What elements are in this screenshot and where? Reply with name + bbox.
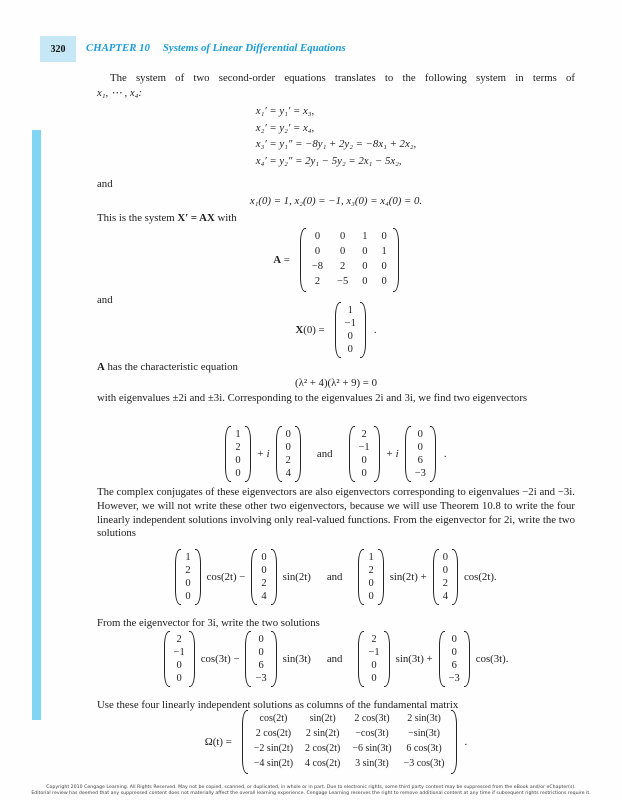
and-word: and bbox=[326, 570, 343, 583]
matrix-cell: −6 sin(3t) bbox=[352, 743, 392, 755]
right-paren bbox=[374, 426, 380, 482]
vector-entry: 0 bbox=[417, 442, 423, 453]
vector-entry: 4 bbox=[442, 591, 448, 602]
vector-entry: −1 bbox=[358, 442, 370, 453]
vector-entry: 0 bbox=[285, 442, 291, 453]
solution-vector bbox=[433, 549, 458, 605]
vector-entry: 4 bbox=[261, 591, 267, 602]
omega-label: Ω(t) = bbox=[204, 735, 232, 748]
matrix-cell: −3 cos(3t) bbox=[403, 758, 445, 770]
copyright-line-2: Editorial review has deemed that any suppressed content does not materially affect the overall learning experience. Cengage Learning reserves the right to remove additional content at any time if subsequent rights restrictions require it. bbox=[31, 791, 591, 796]
vector-entry: 0 bbox=[361, 455, 367, 466]
right-paren bbox=[451, 710, 457, 774]
matrix-cell: 2 sin(3t) bbox=[407, 713, 441, 725]
period: . bbox=[443, 447, 447, 460]
and-word: and bbox=[326, 652, 343, 665]
vector-entry: 0 bbox=[451, 634, 457, 645]
right-paren bbox=[271, 631, 277, 687]
vector-entry: 0 bbox=[371, 673, 377, 684]
trig-operator: cos(3t) − bbox=[200, 652, 240, 665]
matrix-cell: 0 bbox=[314, 231, 321, 243]
x0-label bbox=[295, 323, 324, 338]
right-paren bbox=[245, 426, 251, 482]
vector-entry: 0 bbox=[258, 647, 264, 658]
right-paren bbox=[378, 549, 384, 605]
vector-entry: −3 bbox=[448, 673, 460, 684]
equation-line: x₂′ = y₂′ = x₄, bbox=[255, 121, 315, 134]
vector-entry: 6 bbox=[451, 660, 457, 671]
plus-i-operator: + i bbox=[256, 447, 270, 460]
vector-entry: 2 bbox=[442, 578, 448, 589]
vector-entry: 0 bbox=[368, 591, 374, 602]
intro-line-2: x₁, ⋯ , x₄: bbox=[97, 86, 142, 99]
matrix-cell: −5 bbox=[337, 276, 349, 288]
matrix-cell: 0 bbox=[362, 246, 368, 258]
fundamental-matrix-entries bbox=[248, 710, 451, 774]
matrix-cell: 2 sin(2t) bbox=[305, 728, 340, 740]
characteristic-rest: has the characteristic equation bbox=[104, 361, 238, 373]
vector-entry: 0 bbox=[442, 565, 448, 576]
matrix-cell: 4 cos(2t) bbox=[305, 758, 341, 770]
eigenvalues-paragraph: with eigenvalues ±2i and ±3i. Corresponding to the eigenvalues 2i and 3i, we find two eigenvectors bbox=[97, 392, 528, 404]
connector-and-1: and bbox=[97, 178, 113, 190]
vector-entry: 0 bbox=[347, 331, 353, 342]
matrix-cell: cos(2t) bbox=[259, 713, 288, 725]
solution-vector bbox=[358, 631, 389, 687]
vector-entry: 0 bbox=[285, 429, 291, 440]
vector-entry: 4 bbox=[285, 468, 291, 479]
matrix-A-display bbox=[97, 226, 575, 294]
matrix-cell: −8 bbox=[311, 261, 324, 273]
vector-entry: 0 bbox=[442, 552, 448, 563]
x0-display bbox=[97, 300, 575, 360]
vector-entry: 0 bbox=[258, 634, 264, 645]
intro-line-1: The system of two second-order equations translates to the following system in terms of bbox=[110, 72, 575, 84]
chapter-title: Systems of Linear Differential Equations bbox=[162, 42, 346, 54]
matrix-cell: 0 bbox=[362, 276, 368, 288]
matrix-cell: 0 bbox=[381, 276, 387, 288]
vector-entry: 2 bbox=[368, 565, 374, 576]
omega-display bbox=[97, 706, 575, 778]
right-paren bbox=[195, 549, 201, 605]
eigenvector-2-imag bbox=[405, 426, 436, 482]
connector-and-2: and bbox=[97, 294, 113, 306]
system-statement-line bbox=[97, 211, 575, 226]
matrix-A-label bbox=[273, 253, 290, 268]
vector-entry: 6 bbox=[417, 455, 423, 466]
solution-vector bbox=[358, 549, 383, 605]
characteristic-A: A bbox=[97, 361, 105, 373]
vector-entry: 6 bbox=[258, 660, 264, 671]
sidebar-accent-bar bbox=[32, 130, 41, 720]
vector-entry: 2 bbox=[235, 442, 241, 453]
system-statement-math: X′ = AX bbox=[177, 212, 215, 224]
characteristic-equation: (λ² + 4)(λ² + 9) = 0 bbox=[295, 377, 377, 389]
vector-entry: 0 bbox=[417, 429, 423, 440]
equation-line: x₄′ = y₂″ = 2y₁ − 5y₂ = 2x₁ − 5x₂, bbox=[255, 154, 402, 167]
vector-entry: 2 bbox=[185, 565, 191, 576]
running-head bbox=[86, 42, 346, 54]
from-3i-line: From the eigenvector for 3i, write the two solutions bbox=[97, 617, 320, 629]
page-number-box bbox=[40, 36, 76, 62]
right-paren bbox=[430, 426, 436, 482]
vector-entry: 2 bbox=[371, 634, 377, 645]
fundamental-matrix bbox=[242, 710, 457, 774]
trig-operator: cos(3t). bbox=[475, 652, 509, 665]
vector-entry: 0 bbox=[371, 660, 377, 671]
vector-entry: 2 bbox=[261, 578, 267, 589]
matrix-cell: −4 sin(2t) bbox=[253, 758, 294, 770]
right-paren bbox=[360, 302, 366, 358]
plus-i-operator: + i bbox=[385, 447, 399, 460]
vector-entry: −3 bbox=[414, 468, 426, 479]
vector-entry: 0 bbox=[368, 578, 374, 589]
matrix-cell: 0 bbox=[314, 246, 321, 258]
vector-entry: 0 bbox=[235, 468, 241, 479]
trig-operator: sin(3t) + bbox=[395, 652, 433, 665]
vector-entry: 0 bbox=[261, 565, 267, 576]
eigenvector-1-imag bbox=[276, 426, 301, 482]
vector-entry: −1 bbox=[368, 647, 380, 658]
system-equations bbox=[256, 103, 416, 169]
eigenvector-1-real bbox=[225, 426, 250, 482]
matrix-A-equals: = bbox=[281, 253, 290, 266]
matrix-A bbox=[300, 228, 399, 292]
trig-operator: sin(2t) bbox=[282, 570, 311, 583]
system-statement-post: with bbox=[214, 212, 237, 224]
vector-entry: 0 bbox=[261, 552, 267, 563]
period: . bbox=[464, 735, 468, 748]
system-statement-pre: This is the system bbox=[97, 212, 178, 224]
solution-vector bbox=[245, 631, 276, 687]
conjugates-paragraph: The complex conjugates of these eigenvectors are also eigenvectors corresponding to eigenvalues −2i and −3i. However, we will not write these other two eigenvectors, because we will use Theorem 10.8 to write the four linearly independent solutions involving only real-valued functions. From the eigenvector for 2i, write the two solutions bbox=[97, 486, 575, 540]
matrix-cell: −sin(3t) bbox=[408, 728, 440, 740]
x0-symbol: X bbox=[295, 323, 304, 336]
vector-entry: 0 bbox=[185, 591, 191, 602]
matrix-cell: −cos(3t) bbox=[355, 728, 389, 740]
vector-entry: 2 bbox=[176, 634, 182, 645]
right-paren bbox=[452, 549, 458, 605]
vector-entry: 2 bbox=[361, 429, 367, 440]
matrix-cell: 0 bbox=[381, 261, 387, 273]
matrix-cell: 2 cos(2t) bbox=[305, 743, 341, 755]
matrix-cell: 1 bbox=[362, 231, 368, 243]
vector-entry: 1 bbox=[185, 552, 191, 563]
right-paren bbox=[189, 631, 195, 687]
matrix-cell: 0 bbox=[340, 246, 346, 258]
right-paren bbox=[295, 426, 301, 482]
system-equations-display bbox=[97, 103, 575, 169]
solution-vector bbox=[439, 631, 470, 687]
right-paren bbox=[393, 228, 399, 292]
vector-entry: −1 bbox=[173, 647, 185, 658]
vector-entry: 1 bbox=[235, 429, 241, 440]
matrix-A-symbol: A bbox=[273, 253, 282, 266]
x0-vector bbox=[335, 302, 366, 358]
solution-vector bbox=[175, 549, 200, 605]
vector-entry: 0 bbox=[176, 660, 182, 671]
vector-entry: 0 bbox=[347, 344, 353, 355]
solution-vector bbox=[164, 631, 195, 687]
copyright-line-1: Copyright 2010 Cengage Learning. All Rights Reserved. May not be copied, scanned, or duplicated, in whole or in part. Due to electronic rights, some third party content may be suppressed from the eBook and/or eChapter(s). bbox=[46, 785, 576, 790]
vector-entry: 1 bbox=[368, 552, 374, 563]
x0-equals: (0) = bbox=[303, 323, 325, 336]
eigenvectors-display bbox=[97, 422, 575, 486]
initial-conditions: x₁(0) = 1, x₂(0) = −1, x₃(0) = x₄(0) = 0. bbox=[249, 195, 423, 207]
equation-line: x₁′ = y₁′ = x₃, bbox=[255, 105, 315, 117]
vector-entry: 0 bbox=[451, 647, 457, 658]
x0-entries bbox=[341, 302, 360, 358]
equation-line: x₃′ = y₁″ = −8y₁ + 2y₂ = −8x₁ + 2x₂, bbox=[255, 138, 417, 150]
copyright-footer bbox=[22, 785, 600, 797]
matrix-cell: 2 bbox=[314, 276, 321, 288]
page-number: 320 bbox=[50, 43, 66, 55]
chapter-label: CHAPTER 10 bbox=[86, 42, 150, 54]
characteristic-line bbox=[97, 360, 575, 375]
vector-entry: 0 bbox=[235, 455, 241, 466]
vector-entry: 1 bbox=[347, 305, 353, 316]
matrix-cell: 2 bbox=[340, 261, 346, 273]
matrix-cell: 2 cos(2t) bbox=[255, 728, 292, 740]
matrix-cell: 6 cos(3t) bbox=[406, 743, 442, 755]
matrix-cell: 0 bbox=[362, 261, 368, 273]
vector-entry: 0 bbox=[176, 673, 182, 684]
matrix-cell: sin(2t) bbox=[309, 713, 336, 725]
intro-paragraph bbox=[97, 71, 575, 100]
trig-operator: sin(2t) + bbox=[389, 570, 427, 583]
matrix-cell: 1 bbox=[381, 246, 387, 258]
period: . bbox=[373, 323, 377, 336]
matrix-cell: 2 cos(3t) bbox=[354, 713, 390, 725]
right-paren bbox=[464, 631, 470, 687]
right-paren bbox=[271, 549, 277, 605]
matrix-cell: 0 bbox=[340, 231, 346, 243]
eigenvector-2-real bbox=[349, 426, 380, 482]
trig-operator: sin(3t) bbox=[282, 652, 311, 665]
vector-entry: −1 bbox=[344, 318, 356, 329]
matrix-cell: −2 sin(2t) bbox=[253, 743, 294, 755]
matrix-cell: 0 bbox=[381, 231, 387, 243]
matrix-A-entries bbox=[306, 228, 393, 292]
solution-vector bbox=[251, 549, 276, 605]
solutions-2i-display bbox=[97, 542, 575, 612]
matrix-cell: 3 sin(3t) bbox=[355, 758, 389, 770]
fundamental-matrix-line: Use these four linearly independent solutions as columns of the fundamental matrix bbox=[97, 699, 459, 711]
vector-entry: 0 bbox=[185, 578, 191, 589]
solutions-3i-display bbox=[97, 622, 575, 696]
right-paren bbox=[384, 631, 390, 687]
vector-entry: 0 bbox=[361, 468, 367, 479]
vector-entry: 2 bbox=[285, 455, 291, 466]
and-word: and bbox=[316, 447, 333, 460]
vector-entry: −3 bbox=[255, 673, 267, 684]
trig-operator: cos(2t). bbox=[463, 570, 497, 583]
trig-operator: cos(2t) − bbox=[206, 570, 246, 583]
